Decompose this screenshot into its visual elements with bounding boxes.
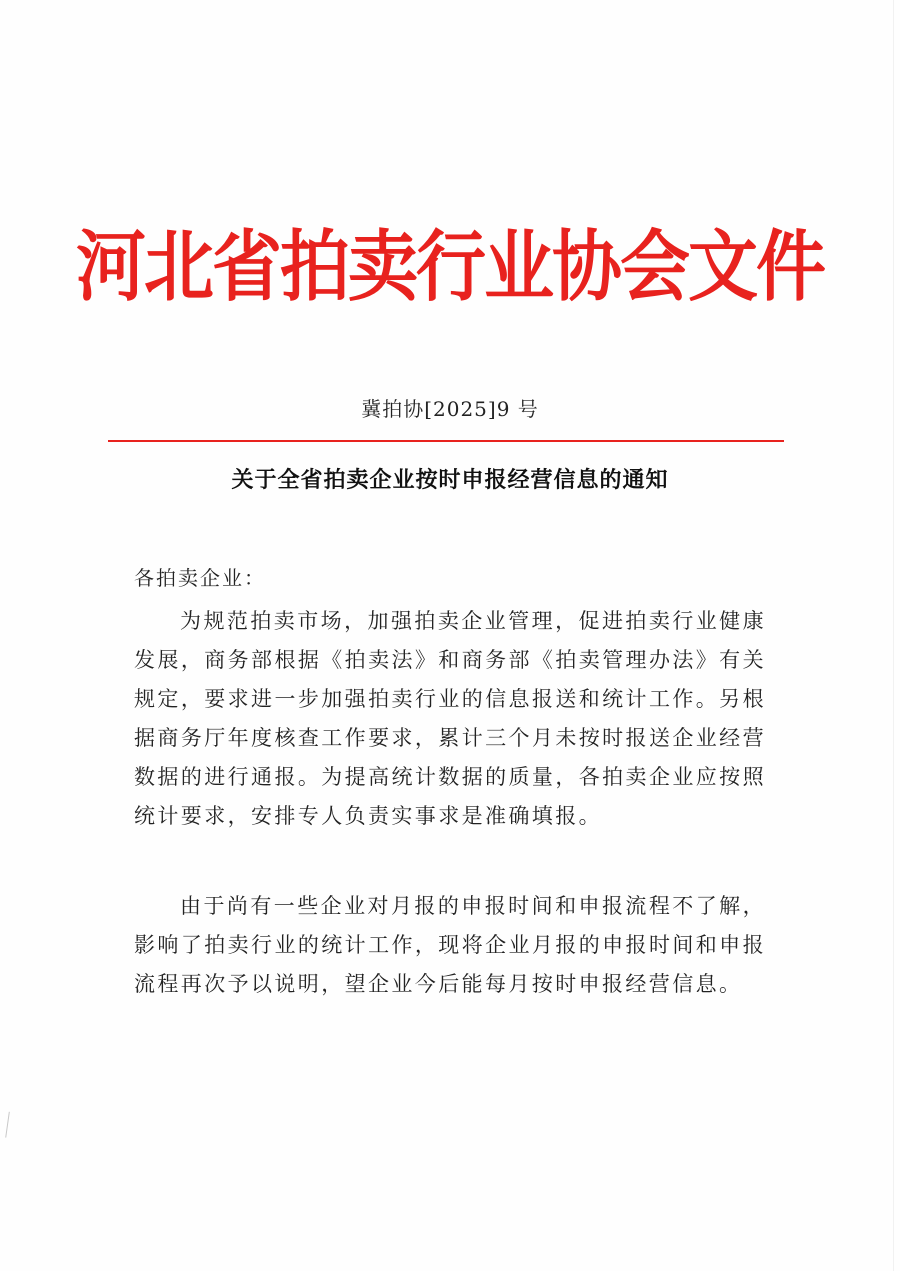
org-header-title: 河北省拍卖行业协会文件: [76, 220, 824, 313]
body-paragraph-2: 由于尚有一些企业对月报的申报时间和申报流程不了解，影响了拍卖行业的统计工作，现将企业月报的申报时间和申报流程再次予以说明，望企业今后能每月按时申报经营信息。: [134, 894, 766, 996]
header-divider: [108, 440, 784, 442]
page-edge-line: [893, 0, 894, 1271]
document-number: 冀拍协[2025]9 号: [361, 397, 539, 421]
document-title: 关于全省拍卖企业按时申报经营信息的通知: [231, 467, 669, 493]
salutation: 各拍卖企业：: [134, 566, 266, 590]
scan-artifact-mark: [5, 1112, 14, 1138]
body-paragraph-1: 为规范拍卖市场，加强拍卖企业管理，促进拍卖行业健康发展，商务部根据《拍卖法》和商务部《拍卖管理办法》有关规定，要求进一步加强拍卖行业的信息报送和统计工作。另根据商务厅年度核查工作要求，累计三个月未按时报送企业经营数据的进行通报。为提高统计数据的质量，各拍卖企业应按照统计要求，安排专人负责实事求是准确填报。: [134, 609, 766, 828]
